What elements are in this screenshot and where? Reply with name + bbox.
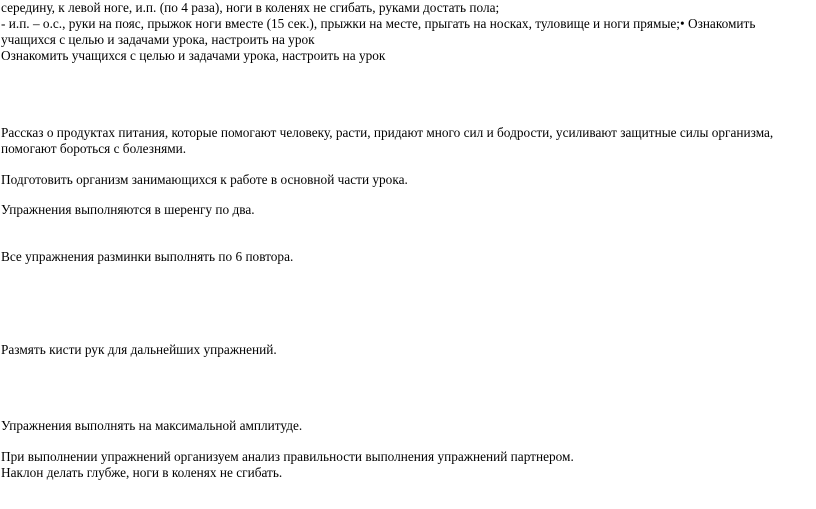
text-line-1: середину, к левой ноге, и.п. (по 4 раза), ноги в коленях не сгибать, руками достать пола; <box>1 0 500 15</box>
text-line-5: Рассказ о продуктах питания, которые помогают человеку, расти, придают много сил и бодрости, усиливают защитные силы организма, <box>1 125 774 140</box>
text-line-2: - и.п. – о.с., руки на пояс, прыжок ноги вместе (15 сек.), прыжки на месте, прыгать на носках, туловище и ноги прямые;• Ознакомить <box>1 16 756 31</box>
text-line-3: учащихся с целью и задачами урока, настроить на урок <box>1 32 315 47</box>
text-line-9: Все упражнения разминки выполнять по 6 повтора. <box>1 249 294 264</box>
text-line-4: Ознакомить учащихся с целью и задачами урока, настроить на урок <box>1 48 386 63</box>
text-line-13: Наклон делать глубже, ноги в коленях не сгибать. <box>1 465 283 480</box>
text-line-11: Упражнения выполнять на максимальной амплитуде. <box>1 418 303 433</box>
text-line-12: При выполнении упражнений организуем анализ правильности выполнения упражнений партнером. <box>1 449 574 464</box>
text-line-8: Упражнения выполняются в шеренгу по два. <box>1 202 255 217</box>
text-line-10: Размять кисти рук для дальнейших упражнений. <box>1 342 277 357</box>
text-line-7: Подготовить организм занимающихся к работе в основной части урока. <box>1 172 408 187</box>
text-line-6: помогают бороться с болезнями. <box>1 141 187 156</box>
